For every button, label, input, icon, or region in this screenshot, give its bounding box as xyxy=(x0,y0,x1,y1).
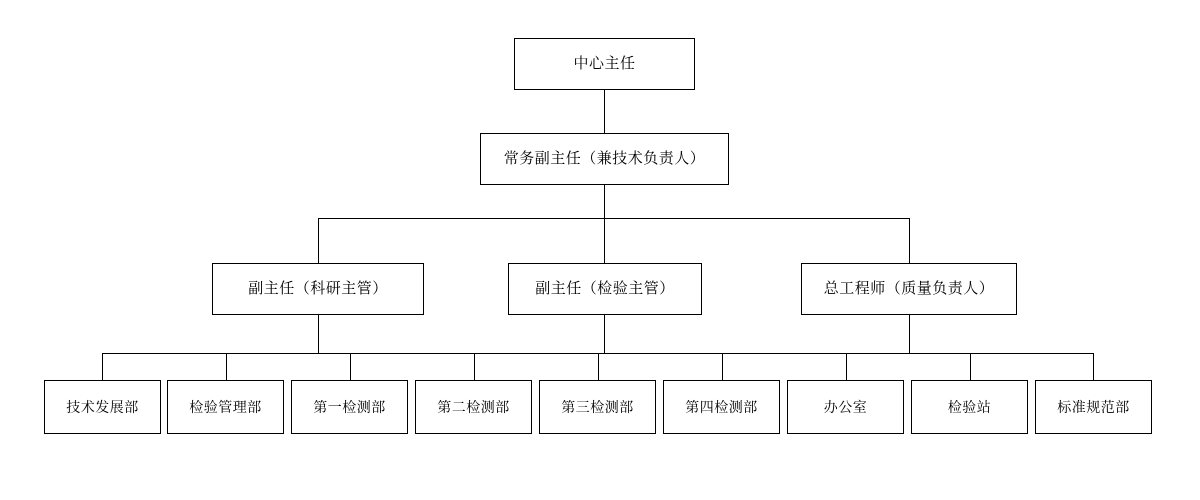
connector-to-dept-8 xyxy=(970,353,971,380)
node-label: 第三检测部 xyxy=(561,398,634,415)
node-label: 检验管理部 xyxy=(189,398,262,415)
connector-to-dept-4 xyxy=(474,353,475,380)
connector-to-dept-2 xyxy=(226,353,227,380)
node-label: 常务副主任（兼技术负责人） xyxy=(503,150,706,167)
node-label: 总工程师（质量负责人） xyxy=(823,280,995,297)
node-label: 技术发展部 xyxy=(66,398,139,415)
connector-level2-bus xyxy=(318,218,909,219)
connector-vice-inspection-down xyxy=(604,315,605,353)
node-second-testing-dept[interactable] xyxy=(415,380,532,434)
connector-to-dept-7 xyxy=(846,353,847,380)
node-inspection-management-dept[interactable] xyxy=(167,380,284,434)
node-tech-development-dept[interactable] xyxy=(44,380,161,434)
connector-to-dept-9 xyxy=(1093,353,1094,380)
connector-vice-research-down xyxy=(318,315,319,353)
node-label: 标准规范部 xyxy=(1057,398,1130,415)
node-label: 中心主任 xyxy=(573,55,636,72)
node-deputy-director-research[interactable] xyxy=(212,263,424,315)
connector-to-chief-engineer xyxy=(909,218,910,263)
connector-deputy-down xyxy=(604,185,605,218)
connector-to-dept-3 xyxy=(350,353,351,380)
node-inspection-station[interactable] xyxy=(911,380,1028,434)
connector-chief-engineer-down xyxy=(909,315,910,353)
node-chief-engineer[interactable] xyxy=(801,263,1017,315)
connector-to-vice-research xyxy=(318,218,319,263)
node-label: 副主任（科研主管） xyxy=(248,280,388,297)
node-label: 副主任（检验主管） xyxy=(535,280,675,297)
node-standards-specification-dept[interactable] xyxy=(1035,380,1152,434)
node-label: 办公室 xyxy=(823,398,868,415)
node-deputy-director-inspection[interactable] xyxy=(508,263,702,315)
node-fourth-testing-dept[interactable] xyxy=(663,380,780,434)
node-executive-deputy-director[interactable] xyxy=(480,133,729,185)
node-center-director[interactable] xyxy=(514,38,695,90)
connector-to-vice-inspection xyxy=(604,218,605,263)
node-label: 第一检测部 xyxy=(313,398,386,415)
connector-root-to-deputy xyxy=(604,90,605,133)
node-office[interactable] xyxy=(787,380,904,434)
connector-to-dept-1 xyxy=(102,353,103,380)
node-third-testing-dept[interactable] xyxy=(539,380,656,434)
node-label: 第四检测部 xyxy=(685,398,758,415)
node-first-testing-dept[interactable] xyxy=(291,380,408,434)
connector-to-dept-6 xyxy=(722,353,723,380)
node-label: 检验站 xyxy=(947,398,992,415)
node-label: 第二检测部 xyxy=(437,398,510,415)
connector-to-dept-5 xyxy=(598,353,599,380)
